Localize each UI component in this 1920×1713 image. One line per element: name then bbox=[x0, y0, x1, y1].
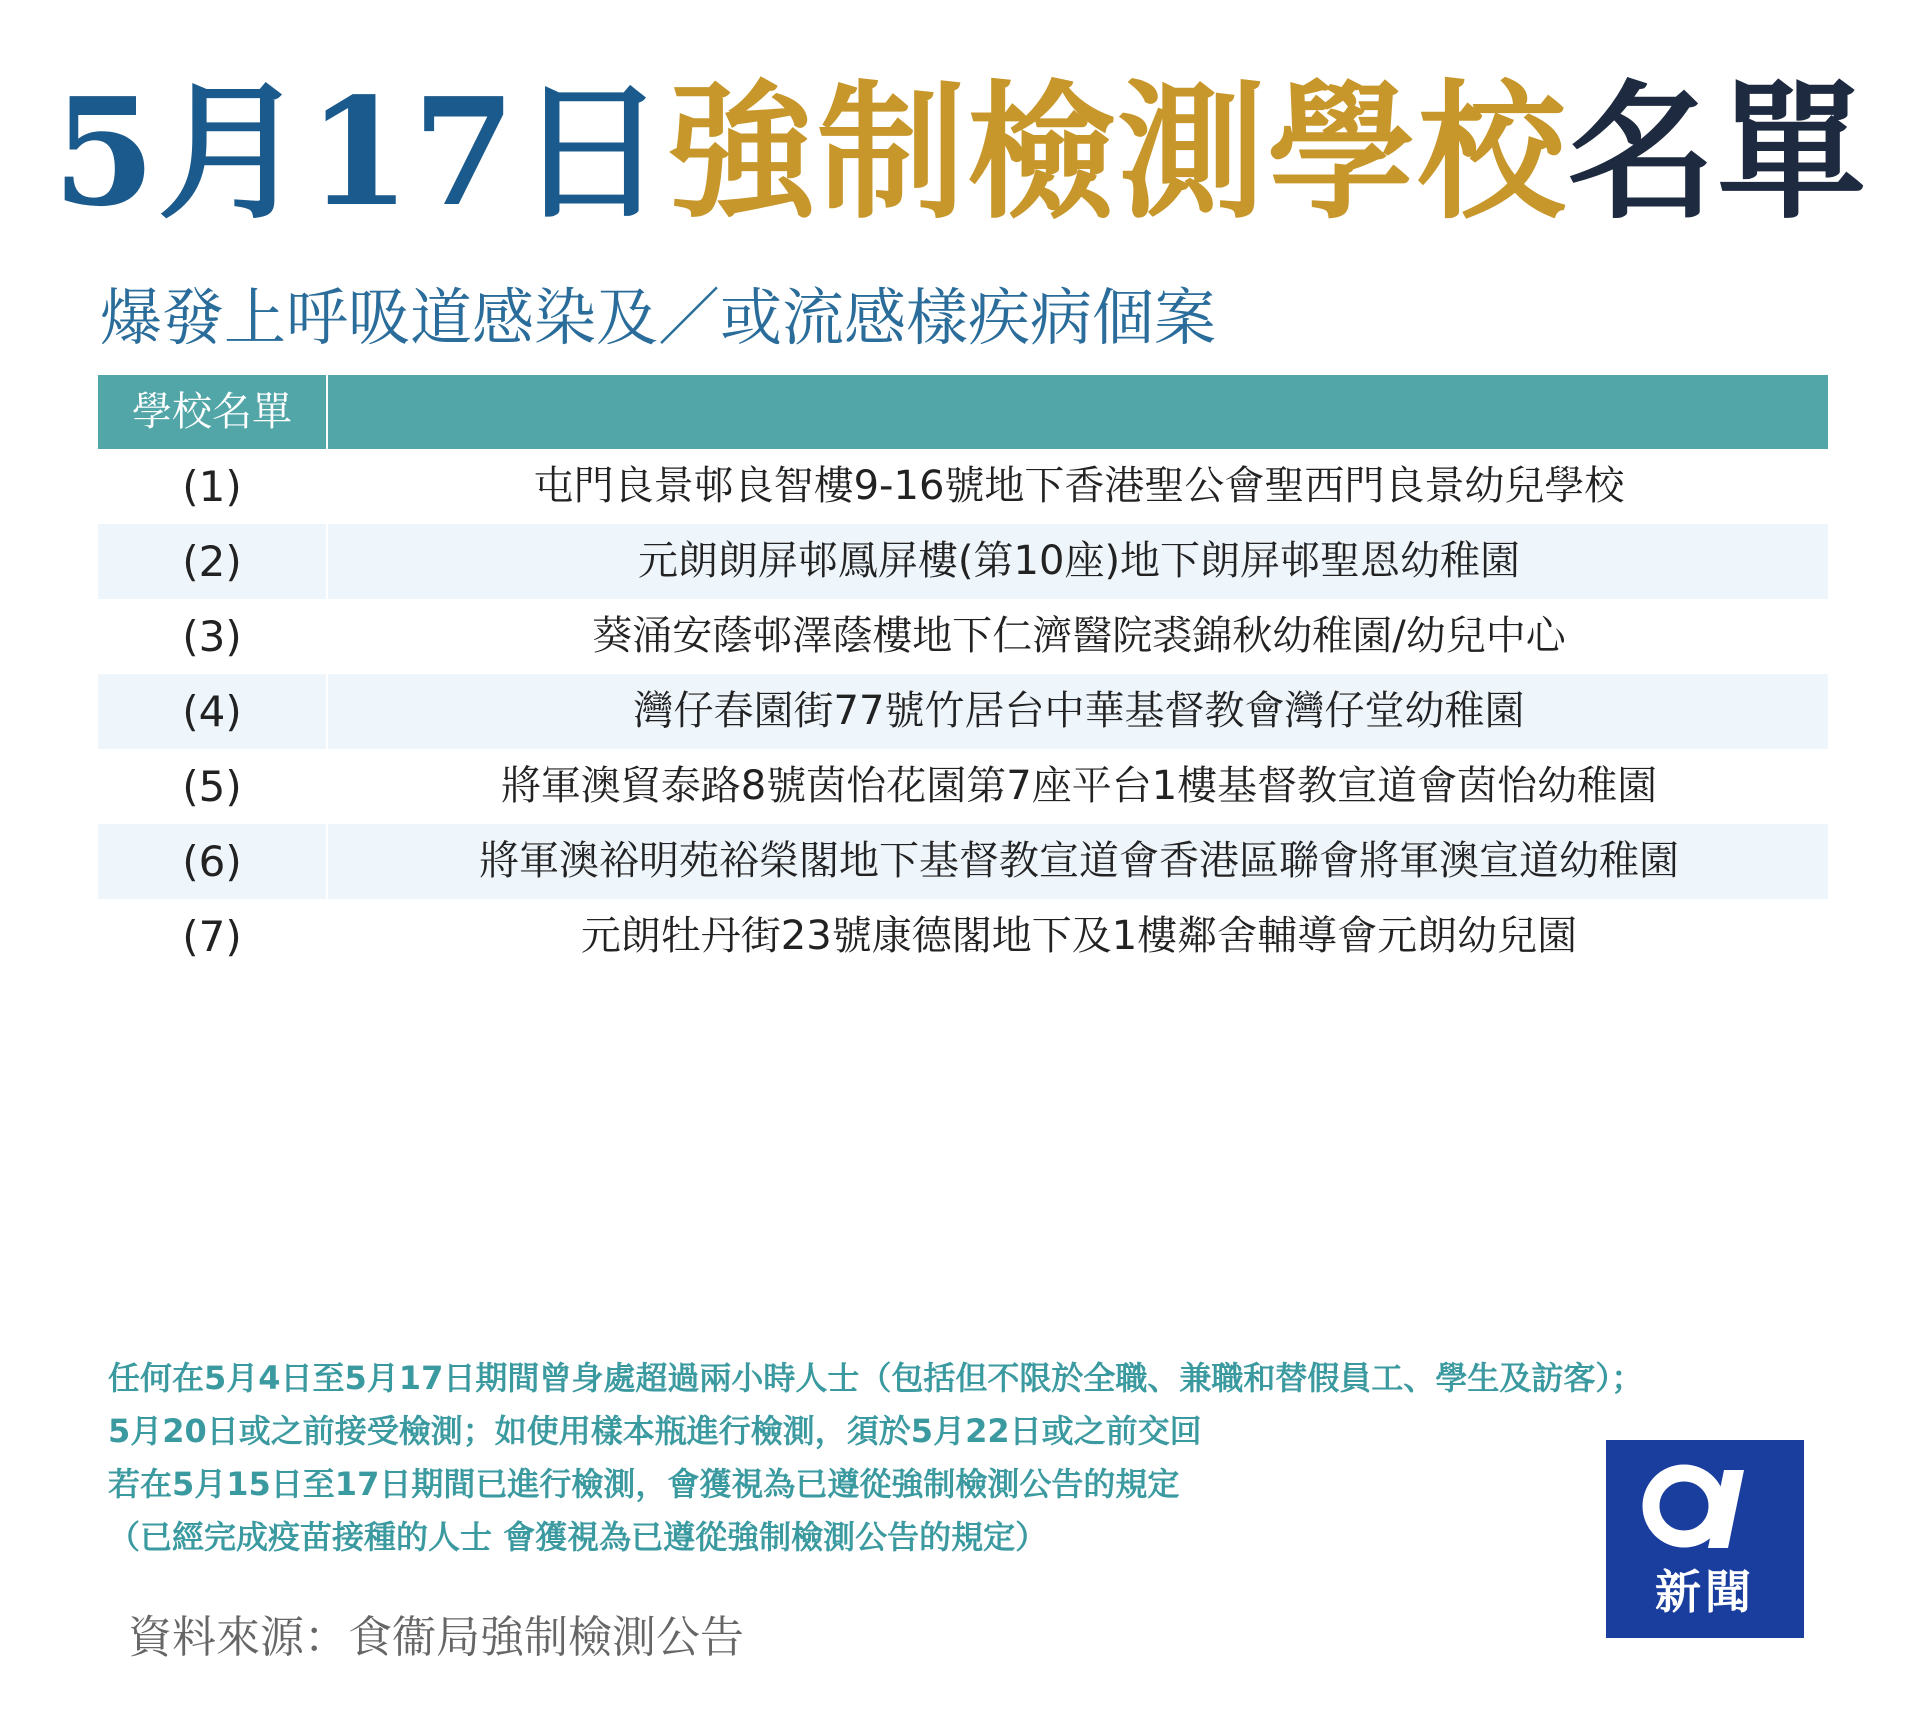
row-number: (7) bbox=[98, 899, 328, 974]
row-number: (1) bbox=[98, 449, 328, 524]
table-row bbox=[98, 899, 1828, 974]
school-name: 屯門良景邨良智樓9-16號地下香港聖公會聖西門良景幼兒學校 bbox=[533, 463, 1625, 509]
school-table bbox=[98, 375, 1828, 974]
row-number: (4) bbox=[98, 674, 328, 749]
note-line: 若在5月15日至17日期間已進行檢測，會獲視為已遵從強制檢測公告的規定 bbox=[108, 1465, 1180, 1503]
subtitle: 爆發上呼吸道感染及／或流感樣疾病個案 bbox=[100, 281, 1217, 354]
table-row bbox=[98, 599, 1828, 674]
source-note: 資料來源：食衞局強制檢測公告 bbox=[128, 1612, 744, 1663]
note-line: 任何在5月4日至5月17日期間曾身處超過兩小時人士（包括但不限於全職、兼職和替假員工、學生及訪客）； bbox=[108, 1359, 1644, 1397]
table-row bbox=[98, 674, 1828, 749]
table-row bbox=[98, 824, 1828, 899]
school-name: 葵涌安蔭邨澤蔭樓地下仁濟醫院裘錦秋幼稚園/幼兒中心 bbox=[592, 613, 1566, 659]
title-highlight: 強制檢測學校 bbox=[667, 67, 1568, 239]
table-row bbox=[98, 524, 1828, 599]
school-name: 元朗朗屏邨鳳屏樓(第10座)地下朗屏邨聖恩幼稚園 bbox=[637, 538, 1521, 584]
school-name: 將軍澳貿泰路8號茵怡花園第7座平台1樓基督教宣道會茵怡幼稚園 bbox=[500, 763, 1658, 809]
table-header-label: 學校名單 bbox=[98, 375, 328, 449]
hk01-logo bbox=[1606, 1440, 1804, 1638]
title-date: 5月17日 bbox=[52, 65, 668, 239]
logo-text: 新聞 bbox=[1655, 1565, 1755, 1619]
note-line: （已經完成疫苗接種的人士 會獲視為已遵從強制檢測公告的規定） bbox=[108, 1518, 1048, 1556]
table-row bbox=[98, 449, 1828, 524]
title-tail: 名單 bbox=[1567, 67, 1868, 239]
table-header bbox=[98, 375, 1828, 449]
row-number: (5) bbox=[98, 749, 328, 824]
school-name: 灣仔春園街77號竹居台中華基督教會灣仔堂幼稚園 bbox=[633, 688, 1525, 734]
note-line: 5月20日或之前接受檢測；如使用樣本瓶進行檢測，須於5月22日或之前交回 bbox=[108, 1412, 1202, 1450]
row-number: (2) bbox=[98, 524, 328, 599]
row-number: (3) bbox=[98, 599, 328, 674]
school-name: 元朗牡丹街23號康德閣地下及1樓鄰舍輔導會元朗幼兒園 bbox=[580, 913, 1578, 959]
row-number: (6) bbox=[98, 824, 328, 899]
notes bbox=[108, 1352, 1643, 1564]
table-row bbox=[98, 749, 1828, 824]
school-name: 將軍澳裕明苑裕榮閣地下基督教宣道會香港區聯會將軍澳宣道幼稚園 bbox=[479, 838, 1679, 884]
page-title bbox=[0, 65, 1920, 239]
